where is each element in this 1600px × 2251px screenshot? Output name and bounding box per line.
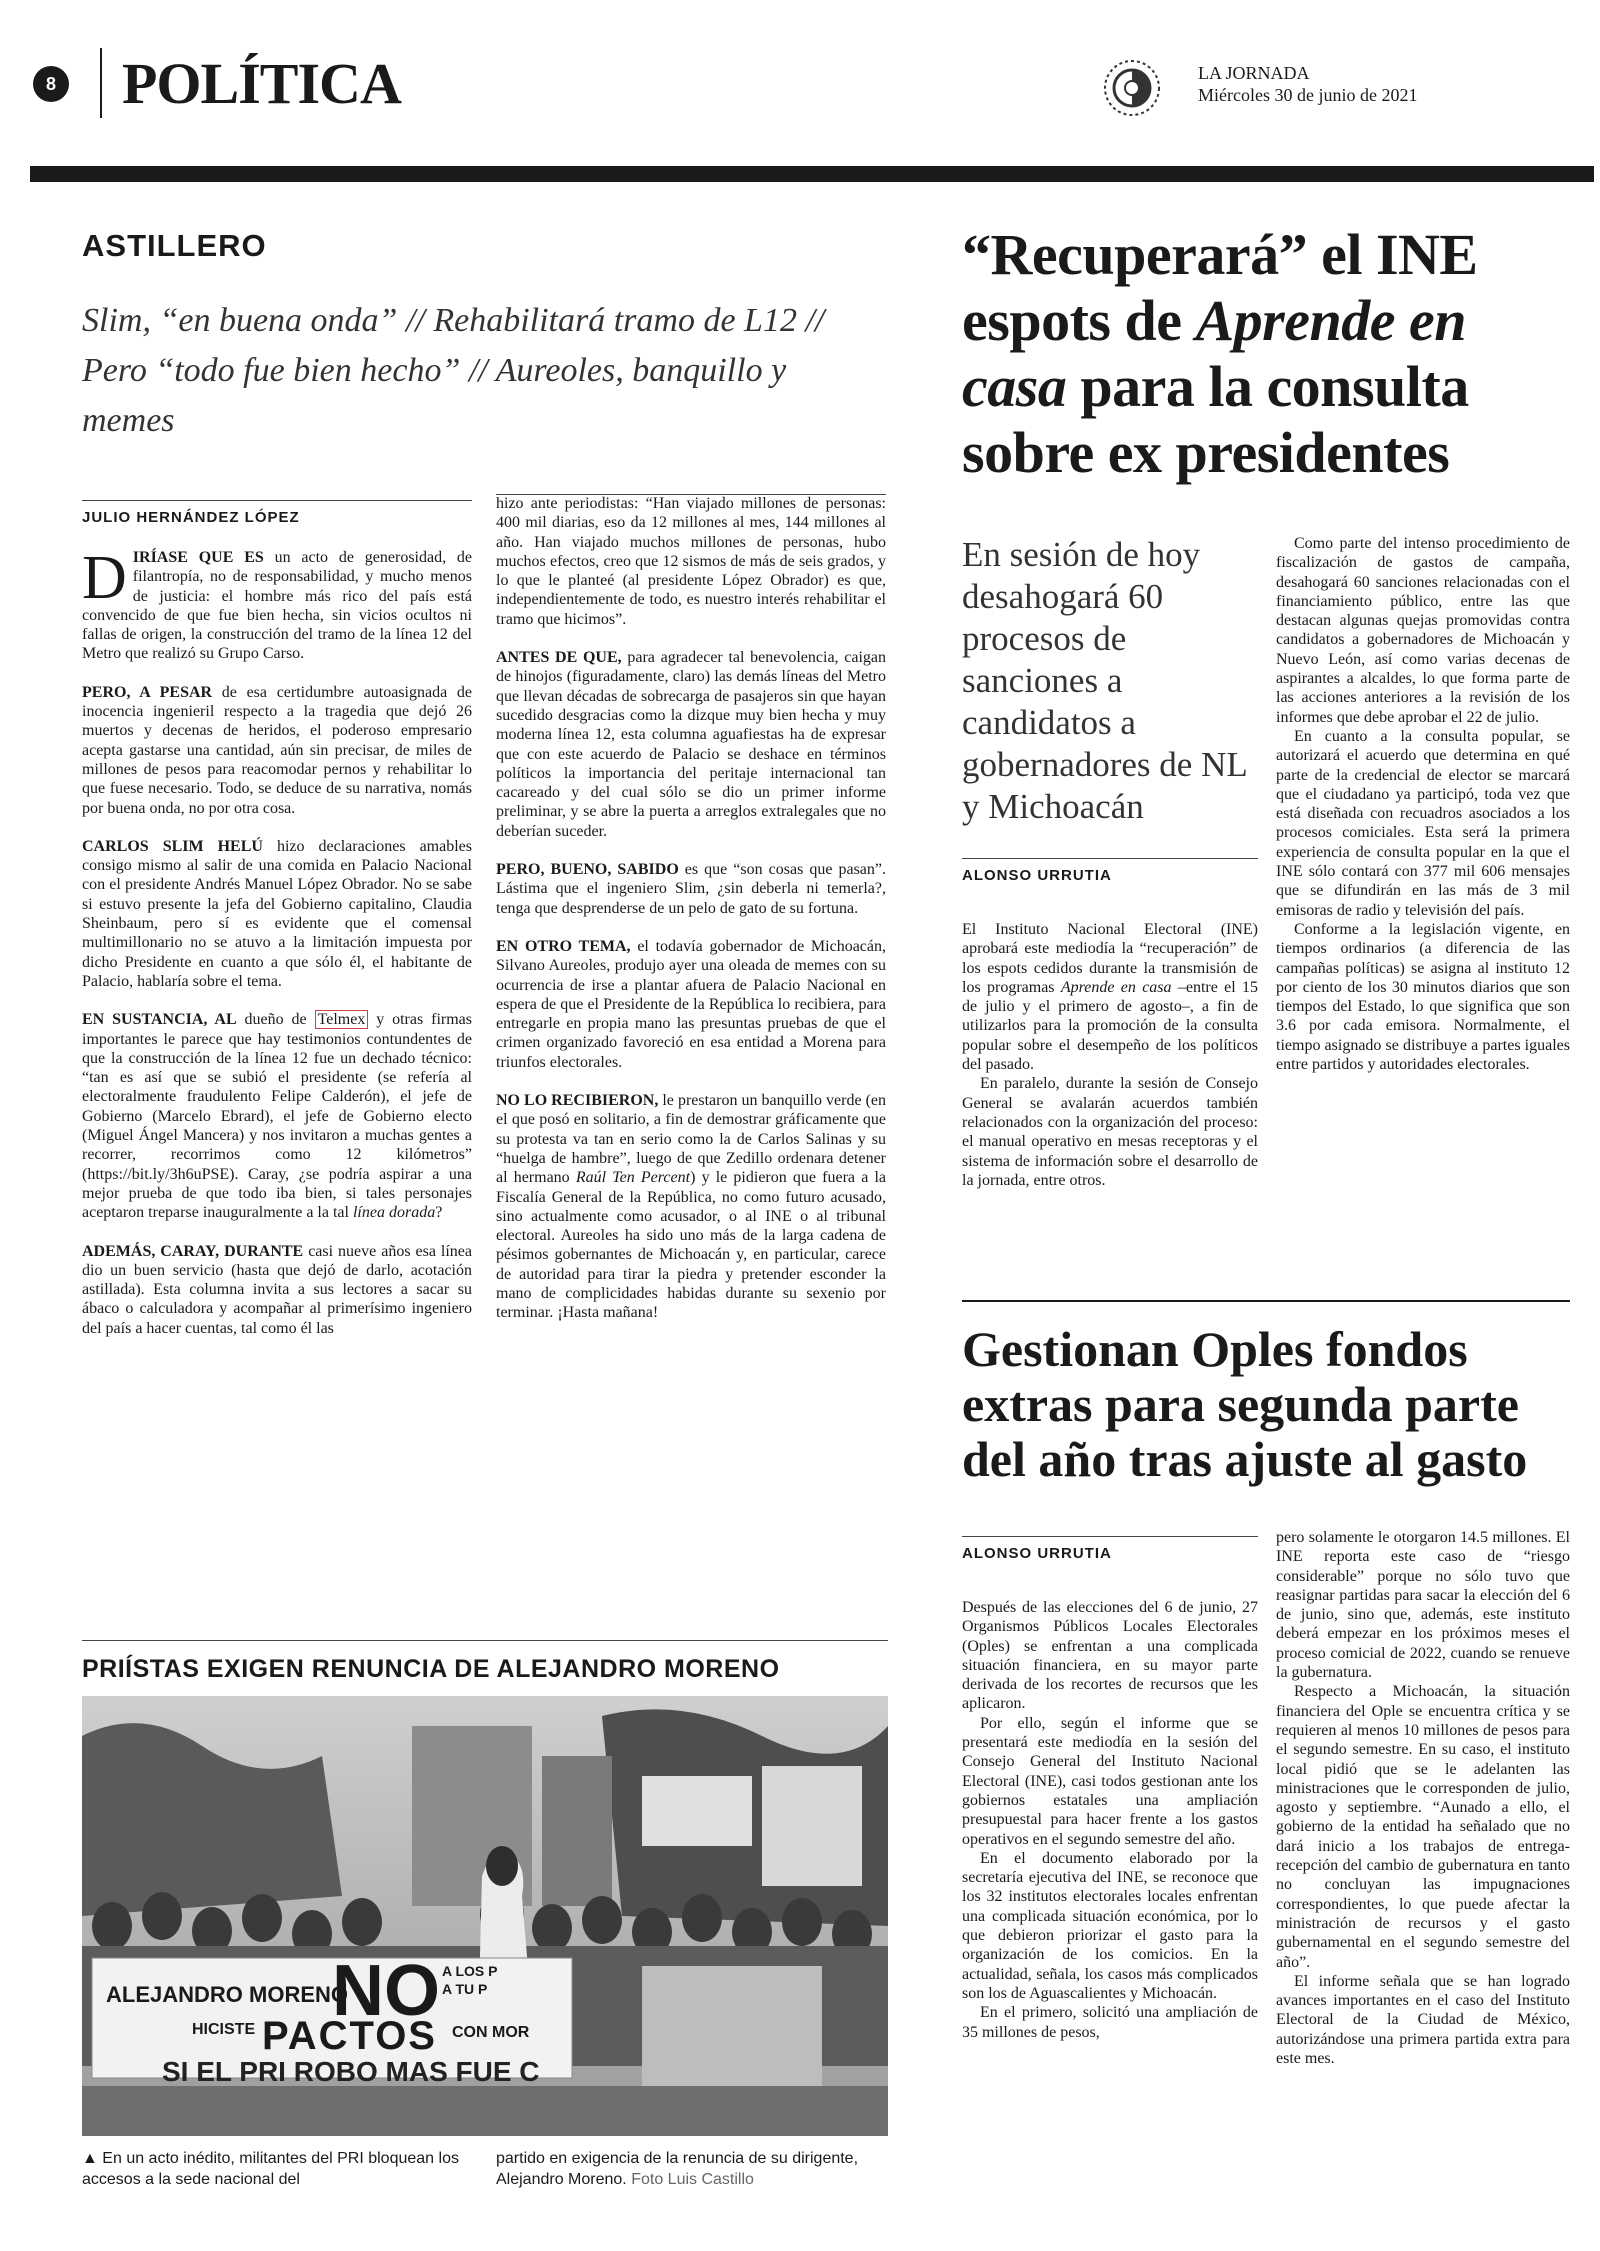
paragraph-text: Conforme a la legislación vigente, en tiempos ordinarios (a diferencia de las campañas políticas) se asigna al instituto 12 por ciento de los 30 minutos diarios que son tiempos del Estado, lo que significa que son 3.6 por cada emisora. Normalmente, el tiempo asignado se distribuye a partes iguales entre partidos y autoridades electorales. <box>1276 920 1570 1074</box>
lead-in: EN SUSTANCIA, AL <box>82 1011 237 1029</box>
paragraph-text: –entre el 15 de julio y el primero de agosto–, a fin de utilizarlos para la promoción de la consulta popular sobre el desempeño de los políticos del pasado. <box>962 978 1259 1074</box>
photo-credit: Foto Luis Castillo <box>631 2171 754 2188</box>
lead-in: NO LO RECIBIERON, <box>496 1092 659 1110</box>
paragraph-text: para agradecer tal benevolencia, caigan de hinojos (figuradamente, claro) las demás líneas del Metro que llevan décadas de sobrecarga de pasajeros sin que hayan sucedido desgracias como la dizque muy bien hecha y muy moderna línea 12, esta columna aguafiestas ha de expresar que con este acuerdo de Palacio se deshace en términos políticos la importancia del peritaje internacional tan cacareado y del cual sólo se dio un primer informe preliminar, y se abre la puerta a arreglos extralegales que no deberían suceder. <box>496 649 886 840</box>
column-deck: Slim, “en buena onda” // Rehabilitará tramo de L12 // Pero “todo fue bien hecho” // Aureoles, banquillo y memes <box>82 302 825 439</box>
paragraph-text: Respecto a Michoacán, la situación financiera del Ople se encuentra crítica y se requieren al menos 10 millones de pesos para el segundo semestre. En su caso, el instituto local pidió que se le adelanten las ministraciones que le corresponden de julio, agosto y septiembre. “Aunado a ello, el gobierno de la entidad ha señalado que no dará inicio a los trabajos de entrega-recepción del cambio de gubernatura en tanto no concluyan las impugnaciones correspondientes, lo que puede afectar la ministración de recursos y el gasto gubernamental en el segundo semestre del año”. <box>1276 1683 1570 1971</box>
paragraph-text: el todavía gobernador de Michoacán, Silvano Aureoles, produjo ayer una oleada de memes con su ocurrencia de irse a plantar afuera de Palacio Nacional en espera de que el Presidente de la República lo recibiera, para entregarle en propia mano las presuntas pruebas de que el crimen organizado favoreció en esa entidad a Morena para triunfos electorales. <box>496 937 886 1071</box>
headline-text: para la consulta sobre ex presidentes <box>962 354 1469 485</box>
paragraph-text: dueño de <box>236 1011 315 1029</box>
lead-in: IRÍASE QUE ES <box>132 549 264 566</box>
story2-headline: Gestionan Oples fondos extras para segunda parte del año tras ajuste al gasto <box>962 1321 1528 1487</box>
paragraph-text: un acto de generosidad, de filantropía, no de responsabilidad, y mucho menos de justicia: el hombre más rico del país está convencido de que fue bien hecha, sin vicios ocultos ni fallas de origen, la construcción del tramo de la línea 12 del Metro que realizó su Grupo Carso. <box>82 549 472 663</box>
paragraph-text: de esa certidumbre autoasignada de inocencia ingenieril respecto a la tragedia que dejó 26 muertos y decenas de heridos, el poderoso empresario acepta gastarse una cantidad, aún sin precisar, de miles de millones de pesos para reacomodar pernos y rehabilitar lo que fuese necesario. Todo, se deduce de su narrativa, nomás por buena onda, no por otra cosa. <box>82 683 473 817</box>
story2-col-2 <box>1276 1528 1570 2068</box>
story1-col-2 <box>1276 534 1570 1074</box>
paragraph-text: casi nueve años esa línea dio un buen servicio (hasta que dejó de darlo, acotación astillada). Esta columna invita a sus lectores a sacar su ábaco o calculadora y acompañar al primerísimo ingeniero del país a hacer cuentas, tal como él las <box>82 1242 472 1337</box>
lead-in: PERO, A PESAR <box>82 683 213 701</box>
paragraph <box>962 1714 1258 1849</box>
banner-text-pri: SI EL PRI ROBO MAS FUE C <box>162 2056 540 2087</box>
story2-byline: ALONSO URRUTIA <box>962 1536 1258 1562</box>
astillero-col-2 <box>496 494 886 1342</box>
paragraph-text: En el documento elaborado por la secretaría ejecutiva del INE, se reconoce que los 32 institutos electorales locales enfrentan una complicada situación económica, por lo que debieron priorizar el gasto para la organización de los comicios. En la actualidad, señala, los casos más complicados son los de Aguascalientes y Michoacán. <box>962 1849 1258 2002</box>
lead-in: CARLOS SLIM HELÚ <box>82 837 263 855</box>
section-title: POLÍTICA <box>122 51 401 116</box>
lead-in: ANTES DE QUE, <box>496 649 622 667</box>
banner-text-small <box>442 1962 498 1998</box>
banner-small-line: A TU P <box>442 1981 488 1997</box>
paragraph-text: le prestaron un banquillo verde (en el que posó en solitario, a fin de demostrar gráficamente que su protesta va tan en serio como la de Carlos Salinas y su “huelga de hambre”, luego de que Zedillo ordenara detener al hermano <box>496 1092 887 1187</box>
banner-text-name: ALEJANDRO MORENO <box>106 1982 349 2007</box>
banner-text-con: CON MOR <box>452 2024 530 2041</box>
paragraph <box>1276 1682 1570 1971</box>
paragraph <box>1276 727 1570 920</box>
paragraph <box>1276 534 1570 727</box>
caption-text: En un acto inédito, militantes del PRI bloquean los accesos a la sede nacional del <box>82 2150 459 2188</box>
paragraph-text: ? <box>435 1204 443 1222</box>
newspaper-name: LA JORNADA <box>1198 63 1310 83</box>
lead-in: ADEMÁS, CARAY, DURANTE <box>82 1242 304 1260</box>
paragraph <box>962 1849 1258 2003</box>
banner-text-hiciste: HICISTE <box>192 2021 256 2038</box>
paragraph <box>962 2003 1258 2042</box>
header-divider <box>100 48 102 118</box>
header-bar <box>30 166 1594 182</box>
paragraph-text: El Instituto Nacional Electoral (INE) aprobará este mediodía la “recuperación” de los espots cedidos durante la transmisión de los programas <box>962 921 1258 996</box>
drop-cap: D <box>82 544 127 612</box>
paragraph-text: es que “son cosas que pasan”. Lástima que el ingeniero Slim, ¿sin deberla ni temerla?, tenga que desprenderse de un pelo de gato de su fortuna. <box>496 861 886 917</box>
lead-in: PERO, BUENO, SABIDO <box>496 861 679 879</box>
banner-text-pactos: PACTOS <box>262 2014 437 2058</box>
telmex-link[interactable]: Telmex <box>315 1010 369 1029</box>
paragraph-text: hizo declaraciones amables consigo mismo al salir de una comida en Palacio Nacional con el presidente Andrés Manuel López Obrador. No se sabe si estuvo presente la jefa del Gobierno capitalino, Claudia Sheinbaum, pero sí es evidente que el comensal multimillonario no se atuvo a la limitación impuesta por dicho Presidente en cuanto a que sólo él, el habitante de Palacio, hablaría sobre el tema. <box>82 837 473 990</box>
paragraph <box>1276 1972 1570 2068</box>
paragraph <box>496 648 886 841</box>
italic-text: Raúl Ten Percent <box>575 1169 691 1187</box>
photo-kicker: PRIÍSTAS EXIGEN RENUNCIA DE ALEJANDRO MORENO <box>82 1655 780 1683</box>
la-jornada-logo-icon <box>1102 58 1162 118</box>
column-kicker: ASTILLERO <box>82 228 267 263</box>
banner-small-line: A LOS P <box>442 1963 498 1979</box>
page-number: 8 <box>33 66 69 102</box>
paragraph <box>82 1010 472 1222</box>
paragraph <box>82 683 472 818</box>
paragraph <box>496 494 886 629</box>
paragraph <box>82 837 472 991</box>
column-byline: JULIO HERNÁNDEZ LÓPEZ <box>82 500 472 526</box>
story1-subhead: En sesión de hoy desahogará 60 procesos de sanciones a candidatos a gobernadores de NL y Michoacán <box>962 535 1247 826</box>
masthead <box>1198 62 1417 106</box>
headline-italic: Aprende en casa <box>962 288 1466 419</box>
paragraph <box>962 1074 1258 1190</box>
story2-rule <box>962 1300 1570 1302</box>
paragraph-text: Por ello, según el informe que se presentará este mediodía en la sesión del Consejo General del Instituto Nacional Electoral (INE), casi todos gestionan ante los gobiernos estatales una ampliación presupuestal para hacer frente a los gastos operativos en el segundo semestre del año. <box>962 1714 1258 1848</box>
issue-date: Miércoles 30 de junio de 2021 <box>1198 85 1418 105</box>
italic-text: línea dorada <box>352 1204 436 1222</box>
story1-headline <box>962 222 1562 486</box>
paragraph-text: pero solamente le otorgaron 14.5 millones. El INE reporta este caso de “riesgo considerable” porque no sólo tuvo que reasignar partidas para sacar la elección del 6 de junio, sino que, además, este instituto deberá empezar en los próximos meses el proceso comicial de 2022, cuando se renueve la gubernatura. <box>1276 1529 1570 1682</box>
paragraph-text: ) y le pidieron que fuera a la Fiscalía General de la República, no como futuro acusado, sino actualmente como acusador, o al INE o al tribunal electoral. Aureoles ha sido uno más de la larga cadena de pésimos gobernantes de Michoacán y, en particular, carece de autoridad para tirar la piedra y pretender esconder la mano de complicidades habidas durante su sexenio por terminar. ¡Hasta mañana! <box>496 1169 886 1322</box>
banner-text-no: NO <box>332 1951 440 2031</box>
photo-caption-b <box>496 2148 888 2190</box>
paragraph-text: El informe señala que se han logrado avances importantes en el caso del Instituto Electoral de la Ciudad de México, autorizándose una primera partida extra para este mes. <box>1276 1972 1570 2068</box>
paragraph-text: En paralelo, durante la sesión de Consejo General se avalarán acuerdos también relacionados con la organización del proceso: el manual operativo en mesas receptoras y el sistema de información sobre el desarrollo de la jornada, entre otros. <box>962 1075 1258 1189</box>
paragraph-text: hizo ante periodistas: “Han viajado millones de personas: 400 mil diarias, eso da 12 millones al mes, 144 millones al año. Han viajado muchos millones de personas, hubo muchos efectos, creo que 12 sismos de más de seis grados, y lo que le planteé (al presidente López Obrador) es que, independientemente de todo, es nuestro interés rehabilitar el tramo que hicimos”. <box>496 495 886 628</box>
photo-caption-a <box>82 2148 472 2190</box>
paragraph <box>1276 920 1570 1074</box>
paragraph <box>496 937 886 1072</box>
protest-photo <box>82 1696 888 2136</box>
paragraph-text: y otras firmas importantes le parece que hay testimonios contundentes de que la construcción de la línea 12 fue un dechado técnico: “tan es así que se subió el presidente (se refería al electoralmente fraudulento Felipe Calderón), el jefe de Gobierno (Marcelo Ebrard), el jefe de Gobierno electo (Miguel Ángel Mancera) y nos invitaron a muchas gentes a recorrer, recorrimos como 12 kilómetros” (https://bit.ly/3h6uPSE). Caray, ¿se podría aspirar a una mejor prueba de que todo iba bien, si tales personajes aceptaron treparse inauguralmente a la tal <box>82 1011 472 1222</box>
paragraph <box>82 1242 472 1338</box>
photo-rule <box>82 1640 888 1641</box>
story1-col-1 <box>962 920 1258 1190</box>
paragraph <box>82 544 472 664</box>
story2-col-1 <box>962 1598 1258 2042</box>
headline-text: “Recuperará” el INE espots de <box>962 222 1478 353</box>
paragraph <box>496 860 886 918</box>
paragraph-text: Después de las elecciones del 6 de junio, 27 Organismos Públicos Locales Electorales (Oples) se enfrentan a una complicada situación financiera, en su mayor parte derivada de los recortes de recursos que les aplicaron. <box>962 1599 1258 1713</box>
paragraph-text: En cuanto a la consulta popular, se autorizará el acuerdo que determina en qué parte de la credencial de elector se marcará que el ciudadano ya participó, toda vez que está diseñada con recuadros asociados a los procesos comiciales. Esta será la primera experiencia de consulta popular en la que el INE sólo contará con 377 mil 606 mensajes que se difundirán en las más de 3 mil emisoras de radio y televisión del país. <box>1276 727 1570 919</box>
paragraph <box>962 1598 1258 1714</box>
caption-text: partido en exigencia de la renuncia de su dirigente, Alejandro Moreno. <box>496 2150 859 2188</box>
paragraph-text: Como parte del intenso procedimiento de fiscalización de gastos de campaña, desahogará 60 sanciones relacionadas con el financiamiento público, entre las que destacan algunas quejas promovidas contra candidatos a gobernadores de Michoacán y Nuevo León, así como varias decenas de aspirantes a alcaldes, lo que forma parte de las acciones anteriores a la revisión de los informes que debe aprobar el 22 de julio. <box>1276 535 1570 726</box>
lead-in: EN OTRO TEMA, <box>496 937 631 955</box>
paragraph-text: En el primero, solicitó una ampliación de 35 millones de pesos, <box>962 2004 1258 2041</box>
paragraph <box>1276 1528 1570 1682</box>
caption-marker-icon: ▲ <box>82 2150 98 2167</box>
paragraph <box>496 1091 886 1323</box>
astillero-col-1 <box>82 544 473 1357</box>
story1-byline: ALONSO URRUTIA <box>962 858 1258 884</box>
italic-text: Aprende en casa <box>1060 978 1172 996</box>
paragraph <box>962 920 1258 1074</box>
